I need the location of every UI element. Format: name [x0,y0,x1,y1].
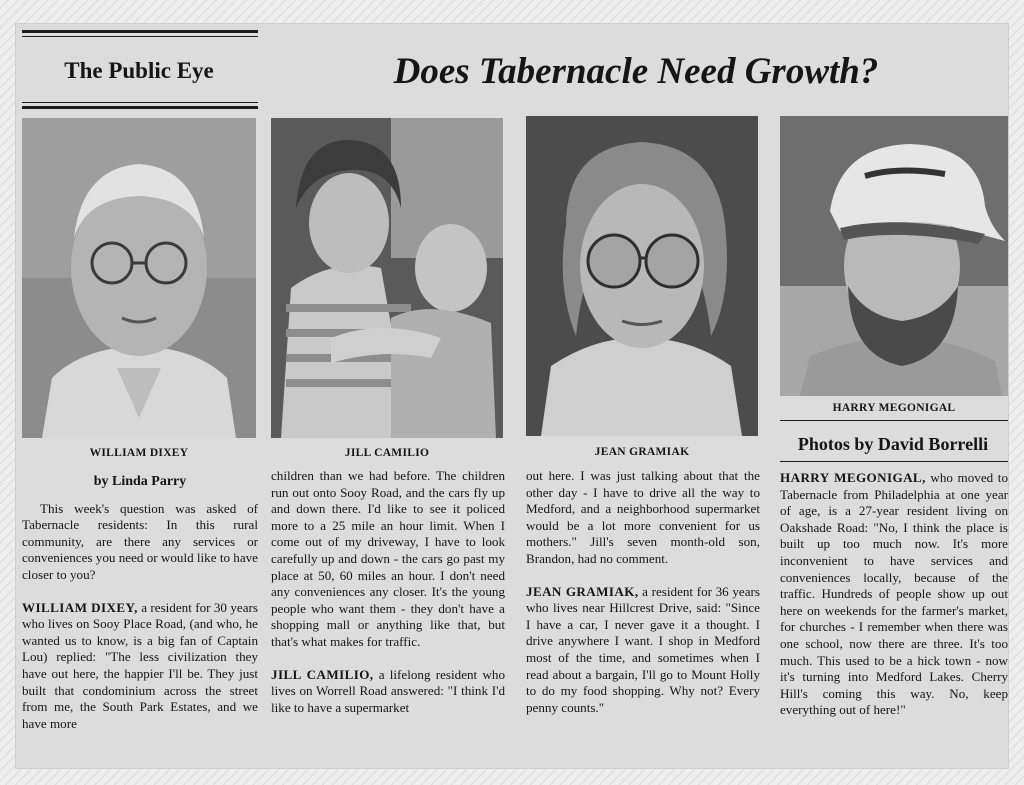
megonigal-paragraph [780,470,1008,719]
header-rule-top-thin [22,36,258,37]
gramiak-text: a resident for 36 years who lives near Hillcrest Drive, said: "Since I have a car, I never gave it a thought. I drive anywhere I want. I shop in Medford most of the time, and sometimes when I read about a bargain, I'll go to Mount Holly to do my food shopping. Why not? Every penny counts." [526,583,760,715]
megonigal-text: who moved to Tabernacle from Philadelphia at one year of age, is a 27-year resident living on Oakshade Road: "No, I think the place is built up too much now. It's more inconvenient to have services and conveniences locally, because of the traffic. Hundreds of people show up out here on weekends for the farmer's market, for churches - I remember when there was one school, now there are three. It's too much. This used to be a hick town - now it's turning into Medford Lakes. Cherry Hill's coming this way. No, keep everything out of here!" [780,470,1008,718]
dixey-text: a resident for 30 years who lives on Sooy Place Road, (and who, he wanted us to know, is a big fan of Captain Lou) replied: "The less civilization they have out here, the happier I'll be. They just built that condominium across the street from me, the South Park Estates, and we have more [22,599,258,731]
photo-william-dixey [22,118,256,438]
article-column-1 [22,468,258,748]
caption-william-dixey: WILLIAM DIXEY [89,447,189,459]
column-header: The Public Eye [64,58,214,83]
caption-jill-camilio: JILL CAMILIO [344,447,430,459]
dixey-name: WILLIAM DIXEY, [22,599,138,615]
article-column-3 [526,468,760,732]
header-rule-top [22,30,258,33]
gramiak-name: JEAN GRAMIAK, [526,583,639,599]
camilio-paragraph [271,667,505,717]
dixey-paragraph [22,600,258,733]
photo-jean-gramiak [526,116,758,436]
camilio-name: JILL CAMILIO, [271,666,374,682]
caption-jean-gramiak: JEAN GRAMIAK [594,446,690,458]
headline: Does Tabernacle Need Growth? [393,51,879,92]
photo-credit: Photos by David Borrelli [797,434,989,454]
header-rule-bottom [22,106,258,109]
dixey-continued: children than we had before. The children run out onto Sooy Road, and the cars fly up and down there. I'd like to see it policed more to a 25 mile an hour limit. When I come out of my driveway, I have to look carefully up and down - the cars go past my place at 50, 60 miles an hour. I don't need any conveniences any closer. It's the young people who want them - they don't have a shopping mall or anything like that, but that's what makes for traffic. [271,468,505,649]
camilio-text: a lifelong resident who lives on Worrell Road answered: "I think I'd like to have a supermarket [271,666,505,715]
header-rule-bottom-thin [22,102,258,103]
article-column-2 [271,468,505,732]
caption-rule [780,420,1008,421]
photo-harry-megonigal [780,116,1008,396]
megonigal-name: HARRY MEGONIGAL, [780,470,926,485]
newspaper-clipping [16,24,1008,768]
gramiak-paragraph [526,584,760,717]
intro-paragraph: This week's question was asked of Tabernacle residents: In this rural community, are there any services or conveniences you need or would like to have closer to you? [22,500,258,582]
caption-harry-megonigal: HARRY MEGONIGAL [832,402,956,414]
article-column-4 [780,470,1008,735]
photo-jill-camilio [271,118,503,438]
credit-rule [780,461,1008,462]
camilio-continued: out here. I was just talking about that the other day - I have to drive all the way to Medford, and a neighborhood supermarket would be a lot more convenient for us mothers." Jill's seven month-old son, Brandon, had no comment. [526,468,760,566]
byline: by Linda Parry [93,474,187,489]
